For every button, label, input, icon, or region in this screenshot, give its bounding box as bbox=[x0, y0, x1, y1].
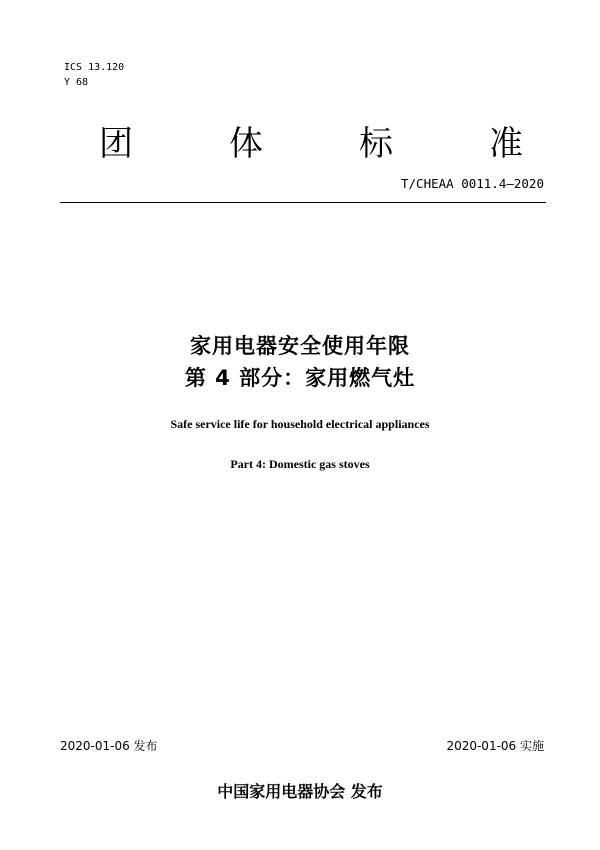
standard-type-heading bbox=[96, 118, 526, 162]
ics-code: ICS 13.120 bbox=[64, 62, 125, 73]
standard-type-char: 体 bbox=[229, 123, 263, 164]
standard-type-char: 标 bbox=[359, 123, 393, 164]
standard-type-char: 团 bbox=[99, 123, 133, 164]
implementation-date: 2020-01-06 实施 bbox=[446, 739, 544, 753]
standard-number: T/CHEAA 0011.4—2020 bbox=[401, 176, 544, 191]
classification-codes bbox=[64, 60, 124, 90]
standard-type-char: 准 bbox=[489, 123, 523, 164]
title-zh-line-2: 第 4 部分：家用燃气灶 bbox=[184, 366, 416, 390]
chinese-title bbox=[0, 330, 600, 394]
english-title: Safe service life for household electrical appliances bbox=[170, 417, 430, 431]
issuing-organization: 中国家用电器协会 发布 bbox=[217, 782, 383, 801]
ccs-code: Y 68 bbox=[64, 77, 89, 88]
english-subtitle: Part 4: Domestic gas stoves bbox=[230, 457, 370, 471]
title-zh-line-1: 家用电器安全使用年限 bbox=[190, 334, 410, 358]
header-divider bbox=[60, 202, 546, 203]
issue-date: 2020-01-06 发布 bbox=[60, 739, 158, 753]
